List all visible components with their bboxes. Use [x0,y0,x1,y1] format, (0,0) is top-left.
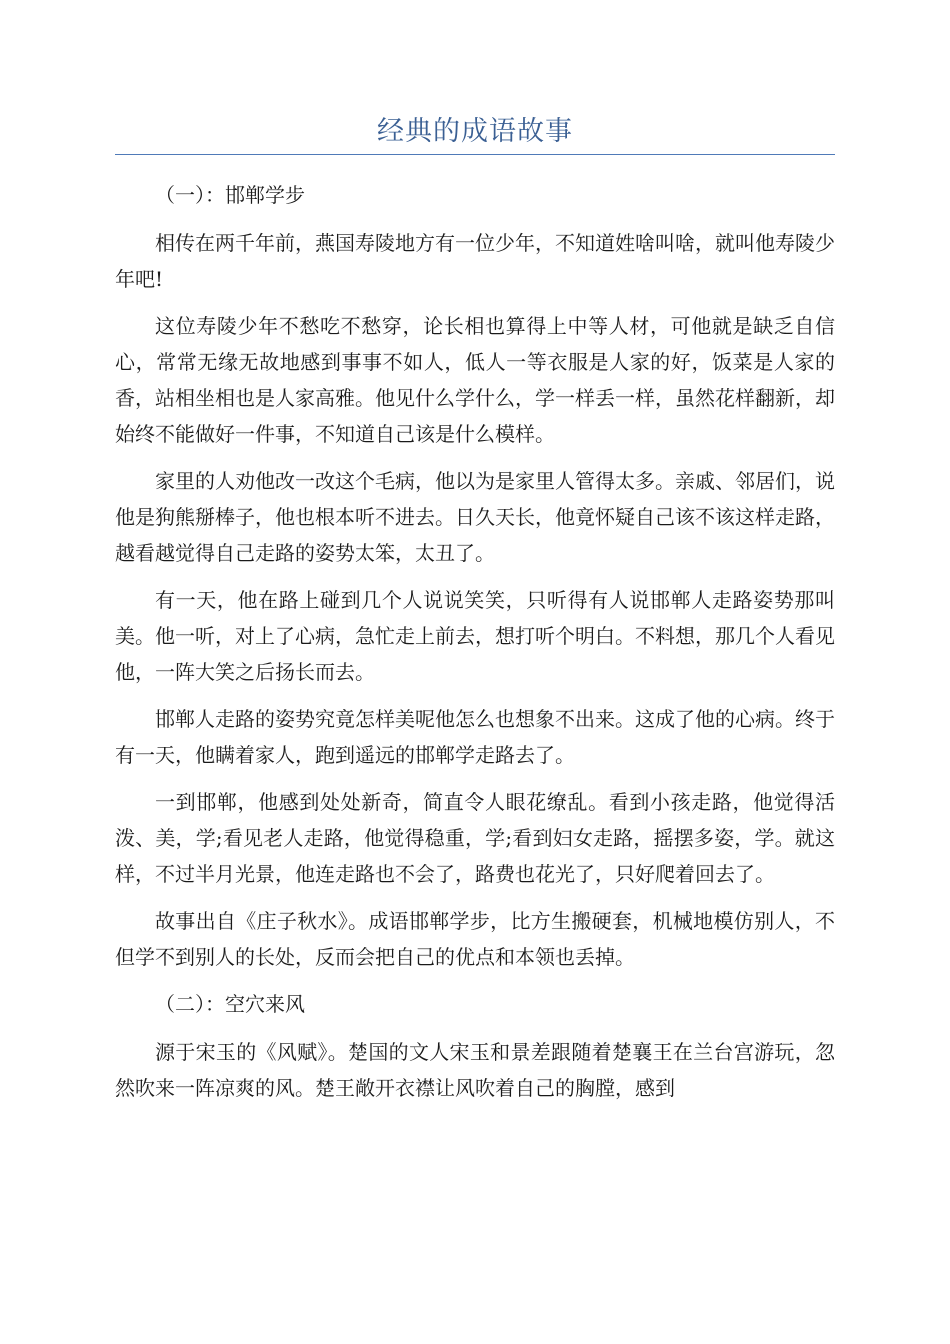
document-title: 经典的成语故事 [377,116,573,147]
paragraph: 相传在两千年前，燕国寿陵地方有一位少年，不知道姓啥叫啥，就叫他寿陵少年吧! [115,231,835,291]
section-heading-2: （二）：空穴来风 [155,992,305,1016]
section-heading-1: （一）：邯郸学步 [155,183,305,207]
paragraph: 这位寿陵少年不愁吃不愁穿，论长相也算得上中等人材，可他就是缺乏自信心，常常无缘无故地感到事事不如人，低人一等衣服是人家的好，饭菜是人家的香，站相坐相也是人家高雅。他见什么学什么，学一样丢一样，虽然花样翻新，却始终不能做好一件事，不知道自己该是什么模样。 [115,314,835,446]
title-underline [115,154,835,155]
paragraph: 一到邯郸，他感到处处新奇，简直令人眼花缭乱。看到小孩走路，他觉得活泼、美，学;看见老人走路，他觉得稳重，学;看到妇女走路，摇摆多姿，学。就这样，不过半月光景，他连走路也不会了，路费也花光了，只好爬着回去了。 [115,790,835,886]
document-body [115,177,835,1117]
paragraph: 邯郸人走路的姿势究竟怎样美呢他怎么也想象不出来。这成了他的心病。终于有一天，他瞒着家人，跑到遥远的邯郸学走路去了。 [115,707,835,767]
paragraph: 家里的人劝他改一改这个毛病，他以为是家里人管得太多。亲戚、邻居们，说他是狗熊掰棒子，他也根本听不进去。日久天长，他竟怀疑自己该不该这样走路，越看越觉得自己走路的姿势太笨，太丑了。 [115,469,835,565]
paragraph: 故事出自《庄子秋水》。成语邯郸学步，比方生搬硬套，机械地模仿别人，不但学不到别人的长处，反而会把自己的优点和本领也丢掉。 [115,909,835,969]
paragraph: 源于宋玉的《风赋》。楚国的文人宋玉和景差跟随着楚襄王在兰台宫游玩，忽然吹来一阵凉爽的风。楚王敞开衣襟让风吹着自己的胸膛，感到 [115,1040,835,1100]
paragraph: 有一天，他在路上碰到几个人说说笑笑，只听得有人说邯郸人走路姿势那叫美。他一听，对上了心病，急忙走上前去，想打听个明白。不料想，那几个人看见他，一阵大笑之后扬长而去。 [115,588,835,684]
